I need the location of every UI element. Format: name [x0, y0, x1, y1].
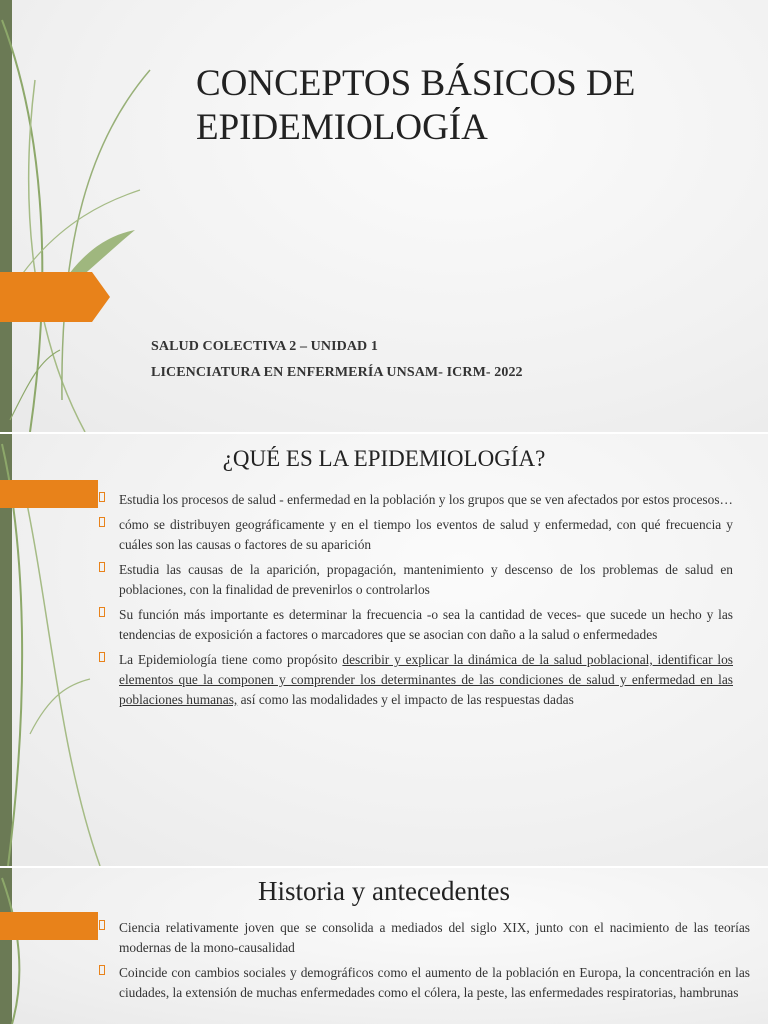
- section-title: Historia y antecedentes: [258, 876, 510, 906]
- bullet-icon: [99, 517, 105, 527]
- definition-bullet-list: [98, 490, 733, 715]
- bullet-text-before: La Epidemiología tiene como propósito: [119, 652, 343, 667]
- bullet-icon: [99, 492, 105, 502]
- subtitle-line-1: SALUD COLECTIVA 2 – UNIDAD 1: [151, 339, 378, 354]
- bullet-icon: [99, 562, 105, 572]
- list-item: [98, 650, 733, 710]
- orange-tab: [0, 912, 98, 940]
- list-item: [98, 605, 733, 645]
- section-title: ¿QUÉ ES LA EPIDEMIOLOGÍA?: [222, 446, 546, 471]
- list-item: [98, 963, 750, 1003]
- underlined-text: describir y explicar la dinámica de la salud poblacional, identificar los elementos que la componen y comprender los determinantes de las condiciones de salud y enfermedad en las poblaciones humanas,: [119, 652, 733, 707]
- orange-tab: [0, 480, 98, 508]
- history-slide: [0, 868, 768, 1024]
- bullet-text: Coincide con cambios sociales y demográficos como el aumento de la población en Europa, la concentración en las ciudades, la extensión de muchas enfermedades como el cólera, la peste, las enfermedades respiratorias, hambrunas: [119, 965, 750, 1000]
- bullet-text: Estudia las causas de la aparición, propagación, mantenimiento y descenso de los problemas de salud en poblaciones, con la finalidad de prevenirlos o controlarlos: [119, 562, 733, 597]
- bullet-text: cómo se distribuyen geográficamente y en el tiempo los eventos de salud y enfermedad, con qué frecuencia y cuáles son las causas o factores de su aparición: [119, 517, 733, 552]
- page-title: CONCEPTOS BÁSICOS DE EPIDEMIOLOGÍA: [196, 63, 636, 148]
- definition-slide: [0, 434, 768, 866]
- bullet-text: Su función más importante es determinar la frecuencia -o sea la cantidad de veces- que sucede un hecho y las tendencias de exposición a factores o marcadores que se asocian con daño a la salud o enfermedades: [119, 607, 733, 642]
- orange-arrow-tab: [0, 272, 112, 322]
- title-slide: [0, 0, 768, 432]
- bullet-text: Ciencia relativamente joven que se consolida a mediados del siglo XIX, junto con el nacimiento de las teorías modernas de la mono-causalidad: [119, 920, 750, 955]
- bullet-icon: [99, 920, 105, 930]
- history-bullet-list: [98, 918, 750, 1008]
- bullet-icon: [99, 965, 105, 975]
- list-item: [98, 515, 733, 555]
- bullet-text-after: así como las modalidades y el impacto de las respuestas dadas: [237, 692, 574, 707]
- list-item: [98, 918, 750, 958]
- bullet-icon: [99, 652, 105, 662]
- bullet-text: Estudia los procesos de salud - enfermedad en la población y los grupos que se ven afectados por estos procesos…: [119, 492, 733, 507]
- list-item: [98, 560, 733, 600]
- bullet-icon: [99, 607, 105, 617]
- list-item: [98, 490, 733, 510]
- green-side-bar: [0, 0, 12, 432]
- subtitle-line-2: LICENCIATURA EN ENFERMERÍA UNSAM- ICRM- 2022: [151, 365, 523, 380]
